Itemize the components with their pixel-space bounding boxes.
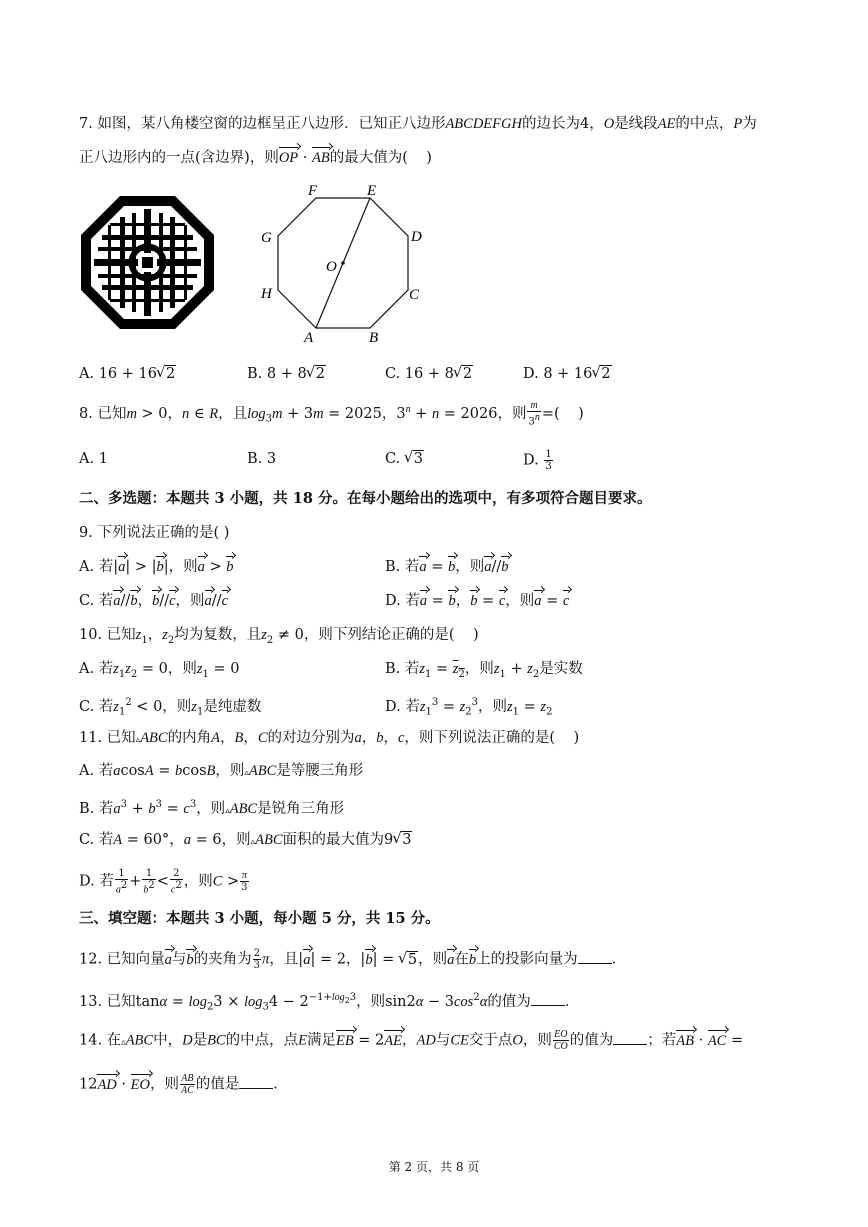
- q11-stem: 11. 已知▵ABC的内角A，B，C的对边分别为a，b，c，则下列说法正确的是( ): [79, 730, 580, 746]
- q12-stem: 12. 已知向量a与b的夹角为 $\frac{2}{3}$ π，且|a| = 2，|b| = √ 5，则a在b上的投影向量为 ．: [79, 948, 626, 971]
- q9-option-a: A. 若|a| > |b|，则a > b: [79, 559, 234, 575]
- label-g: G: [261, 230, 272, 246]
- q9-option-d: D. 若a = b，b = c，则a = c: [385, 593, 570, 609]
- q8-stem: 8. 已知m > 0，n ∈ R，且$\log_3m + 3m = 2025$，$3^n + n = 2026$，则 $\frac{m}{3^n}$ =( ): [79, 400, 584, 428]
- q9-stem: 9. 下列说法正确的是( ): [79, 525, 230, 541]
- q7-option-b: B. 8 + 8√ 2: [247, 364, 326, 384]
- q7-option-c: C. 16 + 8√ 2: [385, 364, 473, 384]
- label-d: D: [411, 229, 422, 245]
- label-o: O: [326, 259, 337, 275]
- q7-option-d: D. 8 + 16√ 2: [523, 364, 612, 384]
- q13-stem: 13. 已知$\tan\alpha = \log_23 \times \log_34 - 2^{-1+log_23}$，则$\sin 2\alpha - 3\cos^2\alpha$的值为 ．: [79, 992, 580, 1013]
- octagon-diagram: [250, 180, 430, 345]
- q10-option-c: C. 若$z_1^2 < 0$，则$z_1$是纯虚数: [79, 697, 262, 718]
- q8-option-d: D. $\frac{1}{3}$: [523, 449, 552, 472]
- q11-option-c: C. 若A = 60°，a = 6，则▵ABC面积的最大值为9√ 3: [79, 830, 412, 852]
- q7-option-a: A. 16 + 16√ 2: [79, 364, 176, 384]
- q11-option-d: D. 若 $\frac{1}{a^2}$ + $\frac{1}{b^2}$ < $\frac{2}{c^2}$ ，则C > $\frac{\pi}{3}$: [79, 868, 248, 896]
- q7-stem-line2: 正八边形内的一点(含边界)，则OP · AB的最大值为( ): [79, 150, 432, 166]
- q8-option-c: C. √ 3: [385, 449, 424, 469]
- page-footer: 第 2 页，共 8 页: [388, 1160, 480, 1174]
- label-e: E: [367, 183, 377, 199]
- label-a: A: [304, 330, 314, 345]
- q7-stem-line1: 7. 如图，某八角楼空窗的边框呈正八边形．已知正八边形ABCDEFGH的边长为4，O是线段AE的中点，P为: [79, 116, 757, 132]
- label-h: H: [261, 286, 272, 302]
- q11-option-a: A. 若acosA = bcosB，则▵ABC是等腰三角形: [79, 763, 364, 779]
- q10-stem: 10. 已知$z_1$，$z_2$均为复数，且$z_2 \ne 0$，则下列结论正确的是( ): [79, 627, 479, 646]
- q8-option-b: B. 3: [247, 451, 277, 467]
- section-2-heading: 二、多选题：本题共 3 小题，共 18 分。在每小题给出的选项中，有多项符合题目要求。: [79, 490, 652, 507]
- octagon-lattice-window-image: [80, 195, 215, 330]
- section-3-heading: 三、填空题：本题共 3 小题，每小题 5 分，共 15 分。: [79, 910, 440, 927]
- q14-stem-line1: 14. 在▵ABC中，D是BC的中点，点E满足EB = 2AE，AD与CE交于点O，则 $\frac{EO}{CO}$ 的值为 ；若AB · AC =: [79, 1029, 744, 1052]
- q8-option-a: A. 1: [79, 451, 108, 467]
- q10-option-a: A. 若$z_1z_2 = 0$，则$z_1 = 0$: [79, 661, 240, 680]
- q11-option-b: B. 若$a^3 + b^3 = c^3$，则▵ABC是锐角三角形: [79, 799, 345, 817]
- label-c: C: [409, 287, 420, 303]
- q10-option-d: D. 若$z_1^3 = z_2^3$，则$z_1 = z_2$: [385, 697, 553, 718]
- q14-stem-line2: 12AD · EO，则 $\frac{AB}{AC}$ 的值是 ．: [79, 1073, 288, 1096]
- q9-option-b: B. 若a = b，则a//b: [385, 559, 509, 575]
- label-b: B: [369, 330, 379, 345]
- label-f: F: [308, 183, 318, 199]
- q9-option-c: C. 若a//b，b//c，则a//c: [79, 593, 229, 609]
- q10-option-b: B. 若$z_1 = z_2$，则$z_1 + z_2$是实数: [385, 661, 583, 680]
